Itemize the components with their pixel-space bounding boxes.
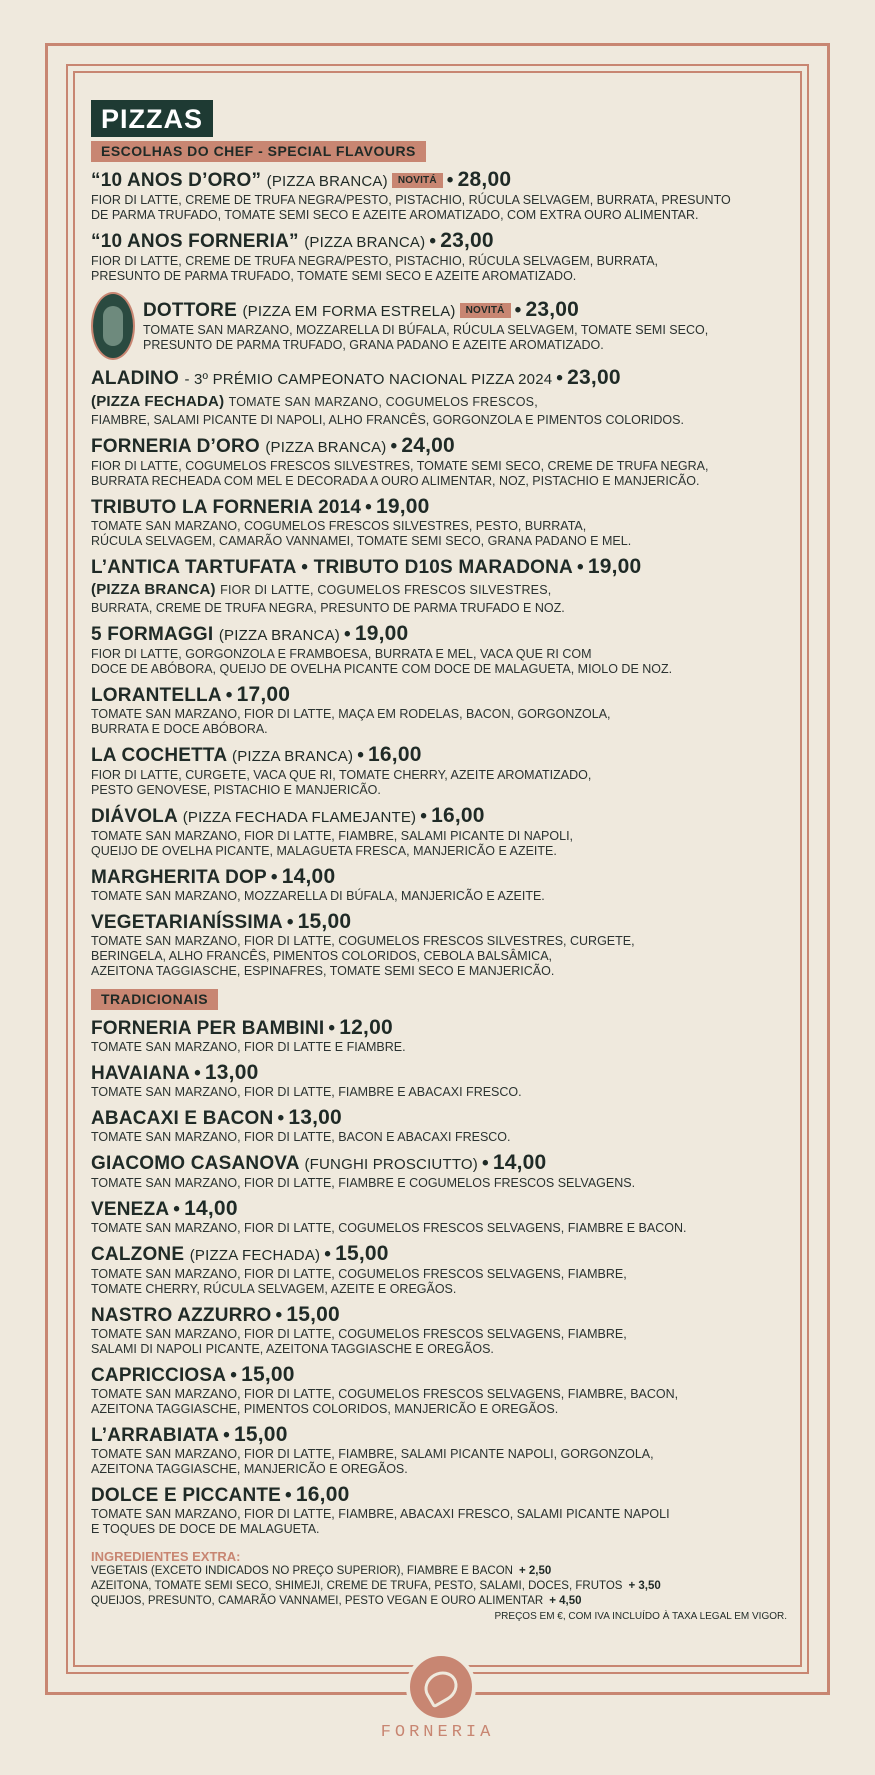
item-description: BURRATA, CREME DE TRUFA NEGRA, PRESUNTO DE PARMA TRUFADO E NOZ. [91,601,565,615]
item-subtitle: - 3º PRÉMIO CAMPEONATO NACIONAL PIZZA 2024 [184,371,553,388]
extras-title: INGREDIENTES EXTRA: [91,1549,241,1564]
item-description: AZEITONA TAGGIASCHE, PIMENTOS COLORIDOS, MANJERICÃO E OREGÃOS. [91,1402,559,1416]
item-name: FORNERIA D’ORO [91,436,260,457]
item-title-line2 [91,391,791,413]
price-separator: • [514,300,522,321]
item-description: TOMATE SAN MARZANO, FIOR DI LATTE, FIAMBRE E COGUMELOS FRESCOS SELVAGENS. [91,1176,636,1190]
item-title [91,1152,791,1176]
menu-item [91,1152,791,1191]
item-description: TOMATE SAN MARZANO, FIOR DI LATTE, BACON E ABACAXI FRESCO. [91,1130,511,1144]
item-price: 16,00 [295,1483,350,1506]
item-title [91,866,791,889]
item-name: VEGETARIANÍSSIMA [91,912,283,933]
item-description: RÚCULA SELVAGEM, CAMARÃO VANNAMEI, TOMATE SEMI SECO, GRANA PADANO E MEL. [91,534,632,548]
item-title [91,684,791,707]
item-description: TOMATE SAN MARZANO, FIOR DI LATTE E FIAMBRE. [91,1040,406,1054]
item-name: LA COCHETTA [91,745,227,766]
item-price: 23,00 [440,229,494,252]
item-price: 14,00 [492,1151,547,1174]
price-separator: • [275,1305,283,1326]
price-separator: • [285,1485,292,1506]
item-name: L’ARRABIATA [91,1425,220,1446]
menu-item [91,744,791,798]
price-separator: • [286,912,294,933]
item-description: TOMATE SAN MARZANO, MOZZARELLA DI BÚFALA, MANJERICÃO E AZEITE. [91,889,545,903]
item-description: TOMATE SAN MARZANO, FIOR DI LATTE, FIAMBRE E ABACAXI FRESCO. [91,1085,522,1099]
menu-item [91,1424,791,1477]
item-title [91,496,791,519]
item-title [91,230,791,254]
price-separator: • [173,1199,181,1220]
item-subtitle-2: (PIZZA BRANCA) [91,581,216,598]
menu-item [91,556,791,616]
item-description: TOMATE SAN MARZANO, FIOR DI LATTE, COGUMELOS FRESCOS SILVESTRES, CURGETE, [91,934,635,948]
item-description: TOMATE SAN MARZANO, FIOR DI LATTE, FIAMBRE, SALAMI PICANTE NAPOLI, GORGONZOLA, [91,1447,654,1461]
item-price: 28,00 [457,168,512,191]
item-title [91,1243,791,1267]
item-description: TOMATE SAN MARZANO, COGUMELOS FRESCOS SILVESTRES, PESTO, BURRATA, [91,519,587,533]
item-description: DOCE DE ABÓBORA, QUEIJO DE OVELHA PICANTE COM DOCE DE MALAGUETA, MIOLO DE NOZ. [91,662,673,676]
item-title [91,911,791,934]
price-separator: • [390,436,398,457]
menu-item [91,435,791,489]
item-title [91,169,791,193]
price-separator: • [420,806,428,827]
item-subtitle: (PIZZA BRANCA) [265,439,387,456]
price-separator: • [223,1425,231,1446]
featured-item-body [143,299,708,353]
item-price: 17,00 [236,683,291,706]
item-description: PRESUNTO DE PARMA TRUFADO, TOMATE SEMI SECO E AZEITE AROMATIZADO. [91,269,577,283]
item-title [91,556,791,579]
price-separator: • [357,745,365,766]
item-price: 23,00 [567,366,621,389]
item-name: DIÁVOLA [91,806,178,827]
item-description: TOMATE SAN MARZANO, FIOR DI LATTE, COGUMELOS FRESCOS SELVAGENS, FIAMBRE, BACON, [91,1387,679,1401]
item-price: 13,00 [204,1061,259,1084]
menu-item [91,1243,791,1297]
extra-price: + 3,50 [628,1580,661,1592]
extra-line [91,1564,791,1579]
item-price: 16,00 [431,804,485,827]
novita-badge: NOVITÁ [392,173,443,188]
item-name: 5 FORMAGGI [91,624,214,645]
item-subtitle: (PIZZA BRANCA) [266,173,388,190]
item-name: “10 ANOS D’ORO” [91,170,262,191]
price-separator: • [482,1153,489,1174]
price-separator: • [446,170,454,191]
extra-text: VEGETAIS (EXCETO INDICADOS NO PREÇO SUPERIOR), FIAMBRE E BACON [91,1565,513,1577]
item-name: L’ANTICA TARTUFATA • TRIBUTO D10S MARADONA [91,557,573,578]
price-separator: • [194,1063,201,1084]
item-subtitle: (PIZZA FECHADA) [189,1247,321,1264]
item-name: HAVAIANA [91,1063,191,1084]
item-title-line2 [91,579,791,601]
extra-price: + 4,50 [549,1595,582,1607]
extra-text: AZEITONA, TOMATE SEMI SECO, SHIMEJI, CREME DE TRUFA, PESTO, SALAMI, DOCES, FRUTOS [91,1580,623,1592]
item-price: 12,00 [339,1016,393,1039]
item-title [91,1424,791,1447]
item-title [91,805,791,829]
extras-list [91,1564,791,1609]
item-description: TOMATE SAN MARZANO, FIOR DI LATTE, COGUMELOS FRESCOS SELVAGENS, FIAMBRE E BACON. [91,1221,687,1235]
item-description: E TOQUES DE DOCE DE MALAGUETA. [91,1522,320,1536]
item-subtitle: (PIZZA BRANCA) [218,627,340,644]
item-name: MARGHERITA DOP [91,867,267,888]
menu-item [91,1062,791,1100]
price-footnote: PREÇOS EM €, COM IVA INCLUÍDO À TAXA LEGAL EM VIGOR. [494,1611,787,1622]
item-description: TOMATE SAN MARZANO, FIOR DI LATTE, COGUMELOS FRESCOS SELVAGENS, FIAMBRE, [91,1267,627,1281]
item-price: 24,00 [401,434,455,457]
item-subtitle: (PIZZA BRANCA) [232,748,354,765]
menu-item [91,496,791,549]
item-price: 15,00 [286,1303,340,1326]
menu-item [91,1484,791,1537]
item-description: FIOR DI LATTE, GORGONZOLA E FRAMBOESA, BURRATA E MEL, VACA QUE RI COM [91,647,592,661]
item-name: LORANTELLA [91,685,222,706]
item-subtitle: (PIZZA BRANCA) [304,234,426,251]
menu-content [91,100,791,1622]
item-name: CAPRICCIOSA [91,1365,227,1386]
item-description-inline: TOMATE SAN MARZANO, COGUMELOS FRESCOS, [228,395,538,409]
item-price: 16,00 [368,743,422,766]
item-description: QUEIJO DE OVELHA PICANTE, MALAGUETA FRESCA, MANJERICÃO E AZEITE. [91,844,557,858]
item-title [91,1198,791,1221]
extra-line [91,1579,791,1594]
novita-badge: NOVITÁ [460,303,511,318]
item-description: TOMATE SAN MARZANO, FIOR DI LATTE, FIAMBRE, ABACAXI FRESCO, SALAMI PICANTE NAPOLI [91,1507,670,1521]
medallion-figure [103,306,123,346]
item-title [91,435,791,459]
item-subtitle-2: (PIZZA FECHADA) [91,393,225,410]
extra-price: + 2,50 [518,1565,552,1577]
item-description: TOMATE SAN MARZANO, FIOR DI LATTE, COGUMELOS FRESCOS SELVAGENS, FIAMBRE, [91,1327,627,1341]
item-description: AZEITONA TAGGIASCHE, ESPINAFRES, TOMATE SEMI SECO E MANJERICÃO. [91,964,555,978]
price-separator: • [343,624,351,645]
extra-line [91,1594,791,1609]
menu-item [91,292,791,360]
traditional-items-list [91,1017,791,1537]
item-name: “10 ANOS FORNERIA” [91,231,299,252]
item-title [91,367,791,391]
menu-item [91,1198,791,1236]
item-title [91,1304,791,1327]
price-separator: • [277,1108,285,1129]
item-description: FIAMBRE, SALAMI PICANTE DI NAPOLI, ALHO FRANCÊS, GORGONZOLA E PIMENTOS COLORIDOS. [91,413,684,427]
item-description: FIOR DI LATTE, CREME DE TRUFA NEGRA/PESTO, PISTACHIO, RÚCULA SELVAGEM, BURRATA, PRESUNTO [91,193,731,207]
item-title [91,623,791,647]
price-separator: • [429,231,437,252]
forneria-logo-icon [406,1652,476,1722]
price-separator: • [225,685,233,706]
item-price: 19,00 [587,555,642,578]
item-description: TOMATE SAN MARZANO, FIOR DI LATTE, MAÇA EM RODELAS, BACON, GORGONZOLA, [91,707,611,721]
price-separator: • [576,557,584,578]
item-name: TRIBUTO LA FORNERIA 2014 [91,497,362,518]
item-title [91,1364,791,1387]
item-price: 14,00 [184,1197,238,1220]
item-price: 15,00 [297,910,352,933]
item-name: DOTTORE [143,300,237,321]
item-description: PESTO GENOVESE, PISTACHIO E MANJERICÃO. [91,783,381,797]
item-name: GIACOMO CASANOVA [91,1153,299,1174]
item-title [91,1107,791,1130]
menu-item [91,866,791,904]
item-price: 15,00 [335,1242,389,1265]
item-description: BURRATA RECHEADA COM MEL E DECORADA A OURO ALIMENTAR, NOZ, PISTACHIO E MANJERICÃO. [91,474,700,488]
item-description: TOMATE SAN MARZANO, FIOR DI LATTE, FIAMBRE, SALAMI PICANTE DI NAPOLI, [91,829,574,843]
featured-item-row [91,292,791,360]
price-separator: • [365,497,372,518]
extra-text: QUEIJOS, PRESUNTO, CAMARÃO VANNAMEI, PESTO VEGAN E OURO ALIMENTAR [91,1595,544,1607]
item-description: BERINGELA, ALHO FRANCÊS, PIMENTOS COLORIDOS, CEBOLA BALSÂMICA, [91,949,553,963]
menu-item [91,623,791,677]
item-title [91,1062,791,1085]
section-chef-label: ESCOLHAS DO CHEF - SPECIAL FLAVOURS [91,141,426,162]
item-name: DOLCE E PICCANTE [91,1485,282,1506]
page-title: PIZZAS [91,100,213,137]
item-name: VENEZA [91,1199,170,1220]
menu-item [91,911,791,979]
item-title [91,1017,791,1040]
item-price: 23,00 [525,298,580,321]
section-traditional-label: TRADICIONAIS [91,989,218,1010]
price-separator: • [230,1365,238,1386]
item-description: TOMATE CHERRY, RÚCULA SELVAGEM, AZEITE E OREGÃOS. [91,1282,457,1296]
item-title [143,299,708,323]
price-separator: • [328,1018,336,1039]
item-title [91,744,791,768]
menu-item [91,684,791,737]
item-description: FIOR DI LATTE, CURGETE, VACA QUE RI, TOMATE CHERRY, AZEITE AROMATIZADO, [91,768,592,782]
menu-item [91,1017,791,1055]
item-name: ABACAXI E BACON [91,1108,274,1129]
item-name: FORNERIA PER BAMBINI [91,1018,325,1039]
item-description: DE PARMA TRUFADO, TOMATE SEMI SECO E AZEITE AROMATIZADO, COM EXTRA OURO ALIMENTAR. [91,208,699,222]
menu-item [91,230,791,284]
item-description: FIOR DI LATTE, COGUMELOS FRESCOS SILVESTRES, TOMATE SEMI SECO, CREME DE TRUFA NEGRA, [91,459,709,473]
item-name: CALZONE [91,1244,185,1265]
menu-item [91,169,791,223]
item-price: 14,00 [281,865,336,888]
menu-item [91,367,791,428]
item-price: 19,00 [354,622,409,645]
logo-text: FORNERIA [380,1723,495,1742]
item-description: PRESUNTO DE PARMA TRUFADO, GRANA PADANO E AZEITE AROMATIZADO. [143,338,604,352]
menu-item [91,805,791,859]
item-description: BURRATA E DOCE ABÓBORA. [91,722,268,736]
menu-item [91,1304,791,1357]
item-description: AZEITONA TAGGIASCHE, MANJERICÃO E OREGÃOS. [91,1462,408,1476]
chef-items-list [91,169,791,979]
item-subtitle: (PIZZA EM FORMA ESTRELA) [242,303,456,320]
price-separator: • [270,867,278,888]
item-subtitle: (PIZZA FECHADA FLAMEJANTE) [182,809,417,826]
item-price: 15,00 [234,1423,288,1446]
price-separator: • [556,368,564,389]
item-description-inline: FIOR DI LATTE, COGUMELOS FRESCOS SILVESTRES, [220,583,552,597]
dottore-medallion-icon [91,292,135,360]
item-price: 19,00 [376,495,430,518]
item-description: TOMATE SAN MARZANO, MOZZARELLA DI BÚFALA, RÚCULA SELVAGEM, TOMATE SEMI SECO, [143,323,709,337]
item-name: NASTRO AZZURRO [91,1305,272,1326]
item-price: 13,00 [288,1106,342,1129]
item-subtitle: (FUNGHI PROSCIUTTO) [304,1156,478,1173]
item-description: FIOR DI LATTE, CREME DE TRUFA NEGRA/PESTO, PISTACHIO, RÚCULA SELVAGEM, BURRATA, [91,254,658,268]
item-name: ALADINO [91,368,179,389]
menu-item [91,1107,791,1145]
item-description: SALAMI DI NAPOLI PICANTE, AZEITONA TAGGIASCHE E OREGÃOS. [91,1342,494,1356]
item-title [91,1484,791,1507]
price-separator: • [324,1244,332,1265]
item-price: 15,00 [241,1363,295,1386]
menu-item [91,1364,791,1417]
